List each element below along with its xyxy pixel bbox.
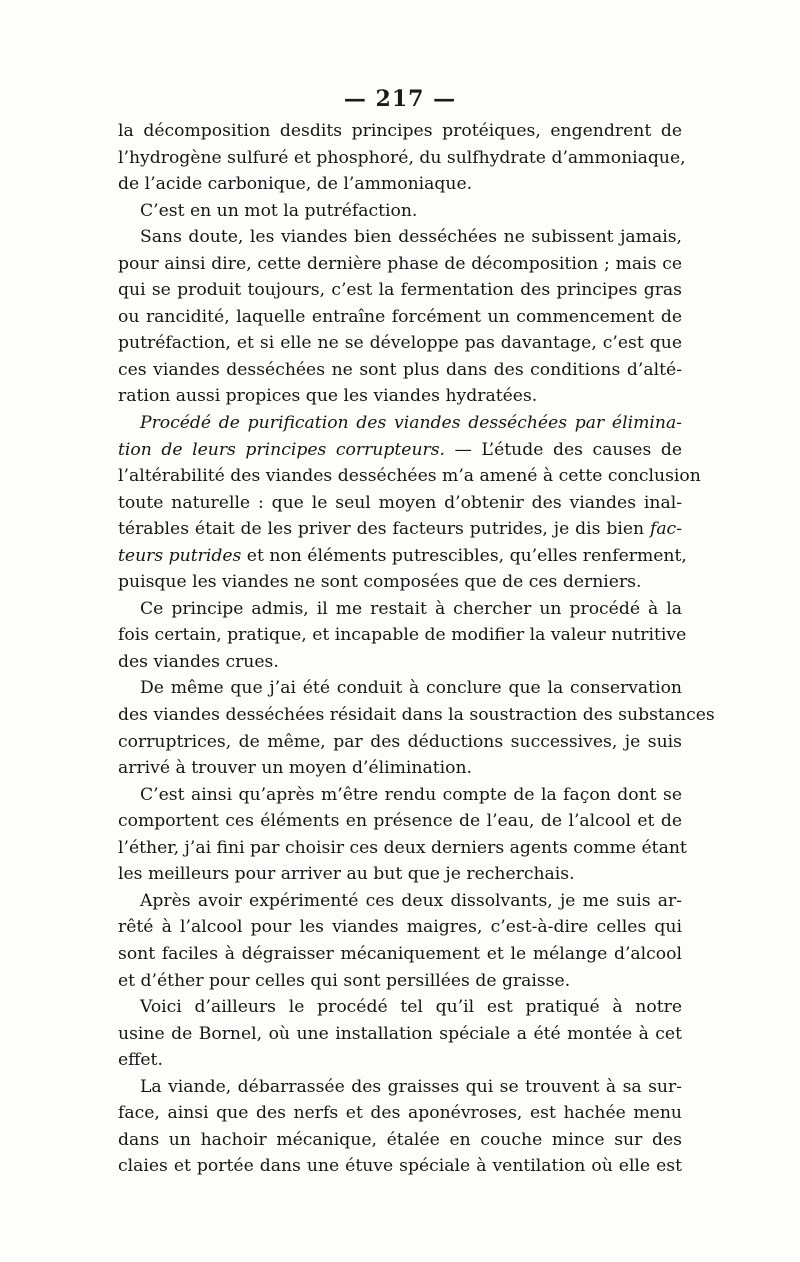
italic-text: teurs putrides [118,545,242,566]
text-line: de l’acide carbonique, de l’ammoniaque. [118,174,473,195]
text-line: De même que j’ai été conduit à conclure que la conservation [140,678,682,699]
text-line: sont faciles à dégraisser mécaniquement et le mélange d’alcool [118,943,682,964]
text-line: des viandes desséchées résidait dans la soustraction des substances [118,705,715,726]
text-line [118,516,682,543]
italic-text: Procédé de purification des viandes desséchées par élimina- [140,413,682,434]
text-run: — L’étude des causes de [445,439,682,460]
text-line: Sans doute, les viandes bien desséchées ne subissent jamais, [140,227,682,248]
text-line: comportent ces éléments en présence de l’eau, de l’alcool et de [118,811,682,832]
text-line: l’éther, j’ai fini par choisir ces deux derniers agents comme étant [118,837,687,858]
body-text [118,118,715,1180]
text-line: Ce principe admis, il me restait à chercher un procédé à la [140,598,682,619]
text-line: pour ainsi dire, cette dernière phase de décomposition ; mais ce [118,253,682,274]
text-line: Voici d’ailleurs le procédé tel qu’il est pratiqué à notre [140,997,682,1018]
text-line: effet. [118,1050,163,1071]
text-line: ration aussi propices que les viandes hydratées. [118,386,538,407]
text-line: C’est ainsi qu’après m’être rendu compte de la façon dont se [140,784,682,805]
text-line: La viande, débarrassée des graisses qui se trouvent à sa sur- [140,1076,682,1097]
text-line: ces viandes desséchées ne sont plus dans des conditions d’alté- [118,359,682,380]
text-line: C’est en un mot la putréfaction. [140,200,418,221]
text-line: dans un hachoir mécanique, étalée en couche mince sur des [118,1129,682,1150]
text-line: usine de Bornel, où une installation spéciale a été montée à cet [118,1023,682,1044]
italic-text: tion de leurs principes corrupteurs. [118,439,446,460]
text-line: Après avoir expérimenté ces deux dissolvants, je me suis ar- [140,890,682,911]
text-line: la décomposition desdits principes protéiques, engendrent de [118,121,682,141]
text-line: qui se produit toujours, c’est la fermentation des principes gras [118,280,682,301]
text-run: térables était de les priver des facteurs putrides, je dis bien [118,519,650,540]
italic-text: fac- [649,519,682,540]
text-line: arrivé à trouver un moyen d’élimination. [118,758,473,779]
page-number: — 217 — [343,86,457,112]
text-line: ou rancidité, laquelle entraîne forcément un commencement de [118,306,682,327]
text-line [118,437,682,464]
text-line: fois certain, pratique, et incapable de modifier la valeur nutritive [118,625,687,646]
text-line: face, ainsi que des nerfs et des aponévroses, est hachée menu [118,1103,682,1124]
text-line: rêté à l’alcool pour les viandes maigres, c’est-à-dire celles qui [118,917,682,938]
text-line: puisque les viandes ne sont composées que de ces derniers. [118,572,642,593]
text-line: l’altérabilité des viandes desséchées m’a amené à cette conclusion [118,466,701,487]
text-line [118,410,682,437]
text-line: l’hydrogène sulfuré et phosphoré, du sulfhydrate d’ammoniaque, [118,147,686,168]
text-line [118,543,687,570]
text-run: et non éléments putrescibles, qu’elles renferment, [241,545,687,566]
text-line: corruptrices, de même, par des déductions successives, je suis [118,731,682,752]
text-line: claies et portée dans une étuve spéciale à ventilation où elle est [118,1156,682,1177]
text-line: et d’éther pour celles qui sont persillées de graisse. [118,970,571,991]
text-line: toute naturelle : que le seul moyen d’obtenir des viandes inal- [118,492,682,513]
text-line: putréfaction, et si elle ne se développe pas davantage, c’est que [118,333,682,354]
text-line: les meilleurs pour arriver au but que je recherchais. [118,864,575,885]
text-line: des viandes crues. [118,651,279,672]
